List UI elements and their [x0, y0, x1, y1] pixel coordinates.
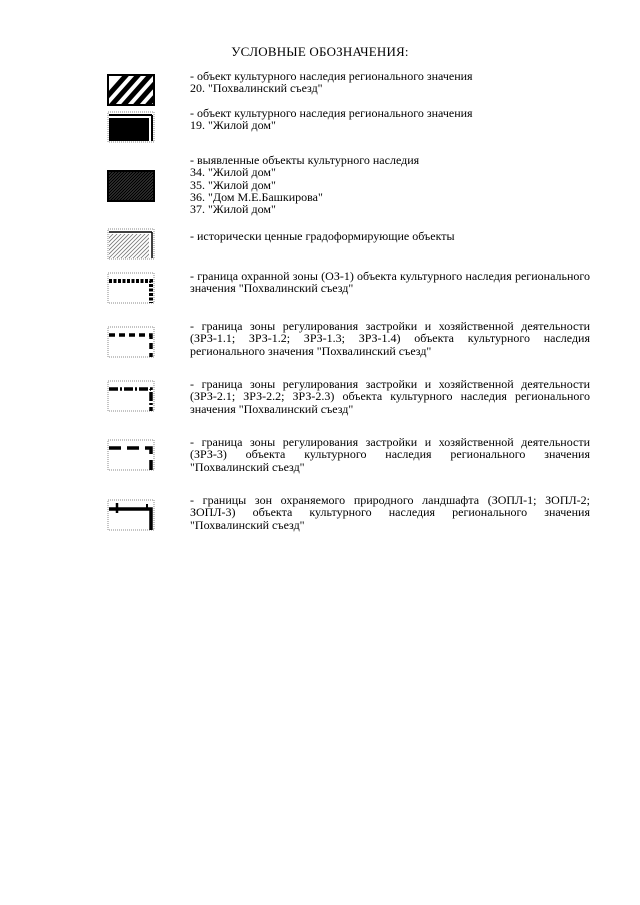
legend-text-paragraph: - граница зоны регулирования застройки и хозяйственной деятельности (ЗРЗ-2.1; ЗРЗ-2.2; ЗРЗ-2.3) объекта культурного наследия регионального значения "Похвалинский съезд"	[190, 377, 590, 416]
legend-text-line: 20. "Похвалинский съезд"	[190, 81, 323, 96]
solid-black-symbol	[107, 111, 155, 143]
short-dash-border-symbol	[107, 326, 155, 358]
light-hatch-symbol	[107, 228, 155, 260]
ticked-border-symbol	[107, 499, 155, 531]
diagonal-hatch-symbol	[107, 74, 155, 106]
dotted-border-symbol	[107, 272, 155, 304]
legend-text-line: - выявленные объекты культурного наследия	[190, 153, 420, 167]
legend-text-line: 37. "Жилой дом"	[190, 202, 276, 217]
legend-text-line: - объект культурного наследия регионального значения	[190, 106, 473, 120]
legend-text-paragraph: - граница зоны регулирования застройки и хозяйственной деятельности (ЗРЗ-3) объекта культурного наследия регионального значения "Похвалинский съезд"	[190, 435, 590, 474]
legend-text-line: - объект культурного наследия регионального значения	[190, 69, 473, 83]
legend-text-paragraph: - границы зон охраняемого природного ландшафта (ЗОПЛ-1; ЗОПЛ-2; ЗОПЛ-3) объекта культурного наследия регионального значения "Похвалинский съезд"	[190, 493, 590, 532]
long-dash-border-symbol	[107, 439, 155, 471]
legend-title: УСЛОВНЫЕ ОБОЗНАЧЕНИЯ:	[231, 44, 409, 59]
legend-text-line: - исторически ценные градоформирующие объекты	[190, 229, 455, 243]
legend-text-line: 34. "Жилой дом"	[190, 165, 276, 180]
legend-text-paragraph: - граница зоны регулирования застройки и хозяйственной деятельности (ЗРЗ-1.1; ЗРЗ-1.2; ЗРЗ-1.3; ЗРЗ-1.4) объекта культурного наследия регионального значения "Похвалинский съезд"	[190, 319, 590, 358]
legend-text-line: 19. "Жилой дом"	[190, 118, 276, 133]
legend-text-line: 35. "Жилой дом"	[190, 177, 276, 192]
legend-text-paragraph: - граница охранной зоны (ОЗ-1) объекта культурного наследия регионального значения "Похвалинский съезд"	[190, 269, 590, 296]
legend-text-line: 36. "Дом М.Е.Башкирова"	[190, 189, 323, 204]
dense-hatch-symbol	[107, 170, 155, 202]
dash-dot-border-symbol	[107, 380, 155, 412]
